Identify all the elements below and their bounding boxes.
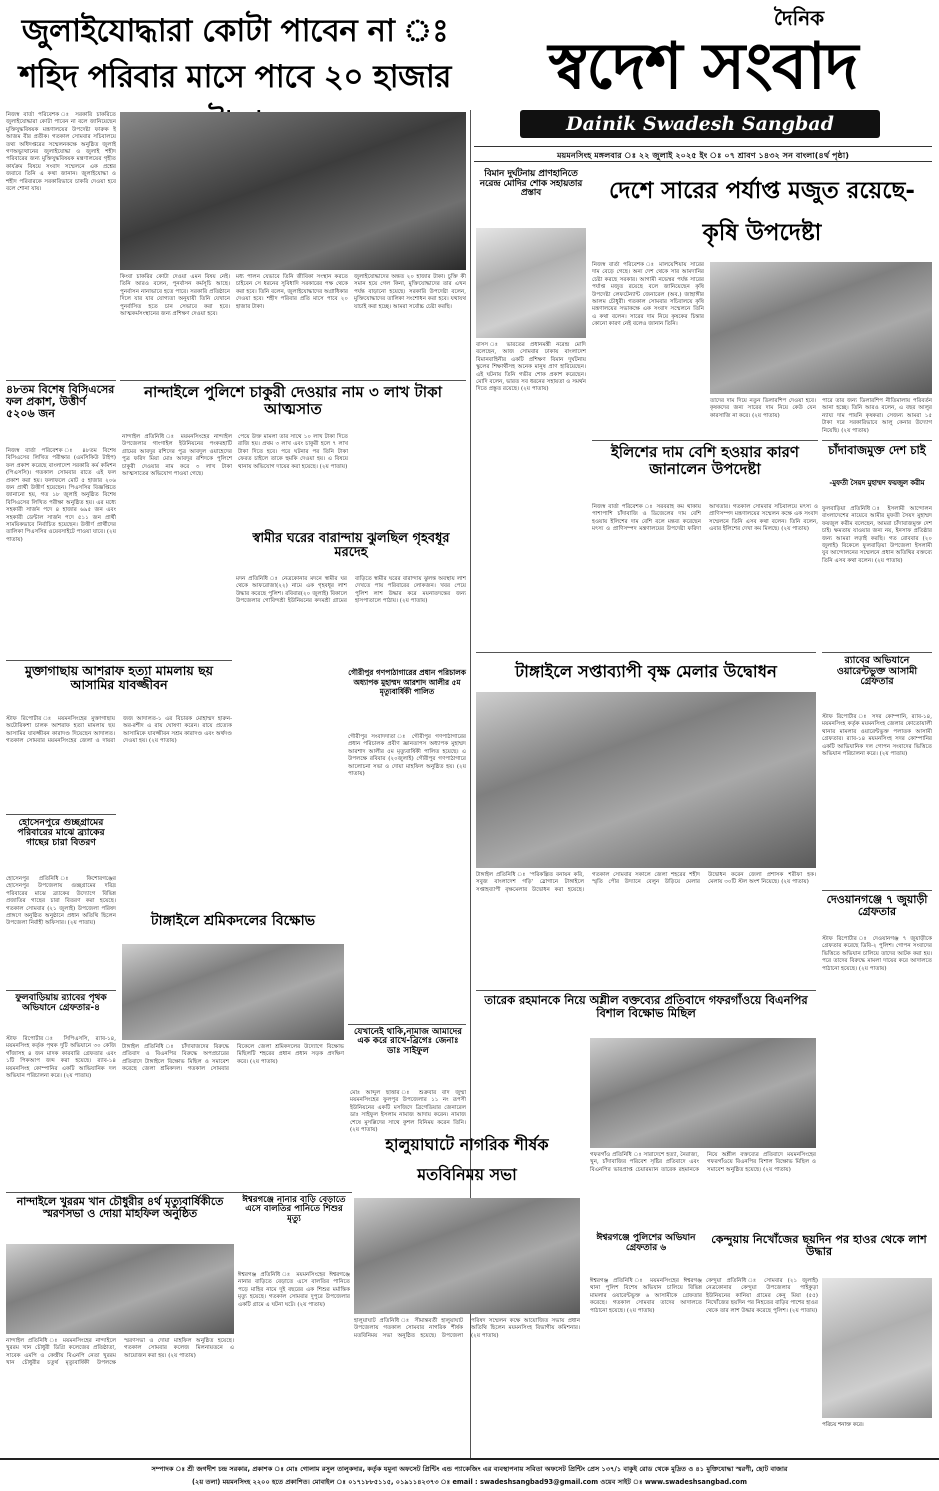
chandabaz-sub: -মুফতী সৈয়দ মুহাম্মদ ফয়জুল করীম [829,479,925,487]
modi-body: বাসস ঃ ভারতের প্রধানমন্ত্রী নরেন্দ্র মোদি বলেছেন, আজ সোমবার ঢাকায় বাংলাদেশ বিমানবাহিনীর একটি প্রশিক্ষণ বিমান দুর্ঘটনায় স্কুলের শিক্ষার্থীসহ অনেক মানুষ প্রাণ হারিয়েছেন। এই ঘটনায় তিনি গভীর শোক প্রকাশ করেছেন। মোদি বলেন, ভারত সব ধরনের সহায়তা ও সমর্থন দিতে প্রস্তুত রয়েছে। (২য় পাতায়) [476,342,586,393]
hossainpur-headline: হোসেনপুরে গুচ্ছগ্রামের পরিবারের মাঝে ব্র্যাকের গাছের চারা বিতরণ [17,817,105,849]
nandail-memorial-photo [6,1244,234,1334]
nandail-police-body-1: নান্দাইল প্রতিনিধি ঃ ময়মনসিংহের নান্দাইল উপজেলার গাংগাইল ইউনিয়নের পংকরহাটি গ্রামের আবদুর রশিদের পুত্র আবদুল ওয়াহেদের পুত্র ফরিদ মিয়া মোঃ আবদুর রশিদকে পুলিশে চাকুরী দেওয়ার নাম করে ৩ লাখ টাকা আত্মসাতের অভিযোগ পাওয়া গেছে। [122,434,232,478]
ishwarganj-police-body: ঈশ্বরগঞ্জ প্রতিনিধি ঃ ময়মনসিংহের ঈশ্বরগঞ্জ থানা পুলিশ বিশেষ অভিযান চালিয়ে বিভিন্ন মামলার ওয়ারেন্টভুক্ত ৬ আসামীকে গ্রেফতার করেছে। গতকাল সোমবার তাদের আদালতে পাঠানো হয়েছে। (২য় পাতায়) [590,1278,702,1314]
haluaghat-headline: হালুয়াঘাটে নাগরিক শীর্ষক মতবিনিময় সভা [385,1135,549,1184]
tree-fair-photo [476,692,816,868]
fertilizer-headline: দেশে সারের পর্যাপ্ত মজুত রয়েছে-কৃষি উপদেষ্টা [609,178,915,246]
nandail-memorial-headline: নান্দাইলে খুররম খান চৌধুরীর ৪র্থ মৃত্যুবার্ষিকীতে স্মরণসভা ও দোয়া মাহফিল অনুষ্ঠিত [16,1195,224,1220]
ishwarganj-child-headline: ঈশ্বরগঞ্জে নানার বাড়ি বেড়াতে এসে বালতির পানিতে শিশুর মৃত্যু [242,1195,346,1224]
dewanganj-body: স্টাফ রিপোর্টার ঃ দেওয়ানগঞ্জ ৭ জুয়াড়ীকে গ্রেফতার করেছে ডিবি-২ পুলিশ। গোপন সংবাদের ভিত্তিতে অভিযান চালিয়ে তাদের আটক করা হয়। পরে তাদের বিরুদ্ধে মামলা দায়ের করে আদালতে পাঠানো হয়েছে। (২য় পাতায়) [822,936,932,972]
chandabaz-headline: চাঁদাবাজমুক্ত দেশ চাই [828,443,926,457]
fulbaria-body: স্টাফ রিপোর্টার ঃ সিপিএসসি, র‌্যাব-১৪, ময়মনসিংহ কর্তৃক পৃথক দুটি অভিযানে ৩০ কেজি গাঁজাসহ ৪ জন মাদক কারবারি গ্রেফতার এবং ১টি পিকআপ জব্দ করা হয়েছে। র‌্যাব-১৪ ময়মনসিংহ কোম্পানির একটি আভিযানিক দল অভিযান পরিচালনা করে। (২য় পাতায়) [6,1036,116,1080]
dewanganj-headline: দেওয়ানগঞ্জে ৭ জুয়াড়ী গ্রেফতার [826,893,928,919]
hilsa-headline: ইলিশের দাম বেশি হওয়ার কারণ জানালেন উপদেষ্টা [611,443,799,478]
rule [6,814,116,815]
bcs-body: নিজস্ব বার্তা পরিবেশক ঃ ৪৮তম বিশেষ বিসিএসের লিখিত পরীক্ষার (এমসিকিউ টাইপ) ফল প্রকাশ করেছে বাংলাদেশ সরকারি কর্ম কমিশন (পিএসসি)। গতকাল সোমবার রাতে এই ফল প্রকাশ করা হয়। ফলাফলে মোট ৫ হাজার ২০৬ জন প্রার্থী উত্তীর্ণ হয়েছেন। পিএসসির বিজ্ঞপ্তিতে জানানো হয়, গত ১৮ জুলাই অনুষ্ঠিত বিশেষ বিসিএসের লিখিত পরীক্ষা অনুষ্ঠিত হয়। এর মধ্যে সহকারী সার্জন পদে ৪ হাজার ৬৯৫ জন এবং সহকারী ডেন্টাল সার্জন পদে ৫১১ জন প্রার্থী সাময়িকভাবে নির্বাচিত হয়েছেন। উত্তীর্ণ প্রার্থীদের তালিকা পিএসসির ওয়েবসাইটে পাওয়া যাবে। (২য় পাতায়) [6,448,116,543]
fertilizer-caption: তাদের দাম দিয়ে নতুন ডিলারশিপ দেওয়া হবে। কৃষকদের জন্য সারের দাম নিয়ে কেউ যেন কারসাজি না করে। (২য় পাতায়) [710,398,816,419]
verandah-headline: স্বামীর ঘরের বারান্দায় ঝুলছিল গৃহবধূর মরদেহ [252,531,450,561]
tarek-headline: তারেক রহমানকে নিয়ে অশ্লীল বক্তব্যের প্রতিবাদে গফরগাঁওয়ে বিএনপির বিশাল বিক্ষোভ মিছিল [484,993,808,1020]
masthead-english: Dainik Swadesh Sangbad [520,110,880,138]
fertilizer-body-2: পারে তার জন্য ডিলারশিপ নীতিমালায় পরিবর্তন আনা হচ্ছে। তিনি আরও বলেন, এ বছর আলুর ন্যায্য দাম পায়নি কৃষকরা। সেজন্য আমরা ১৫ টাকা দরে সরকারিভাবে আলু কেনার উদ্যোগ নিয়েছি। (২য় পাতায়) [822,398,932,434]
muktagacha-headline: মুক্তাগাছায় আশরাফ হত্যা মামলায় ছয় আসামির যাবজ্জীবন [24,663,214,692]
muktagacha-body: স্টাফ রিপোর্টার ঃ ময়মনসিংহের মুক্তাগাছায় অটোরিকশা চালক আশরাফ হত্যা মামলায় ছয় আসামির যাবজ্জীবন কারাদণ্ড দিয়েছেন আদালত। গতকাল সোমবার ময়মনসিংহের জেলা ও দায়রা জজ আদালত-১ এর বিচারক মোহাম্মদ হারুন-অর-রশীদ এ রায় ঘোষণা করেন। রায়ে প্রত্যেক আসামিকে যাবজ্জীবন সশ্রম কারাদণ্ড এবং অর্থদণ্ড দেওয়া হয়। (২য় পাতায়) [6,716,232,745]
footer-line-2: (২য় তলা) ময়মনসিংহ ২২০০ হতে প্রকাশিত। মোবাইল ঃ ০১৭১৮৮৫১১৫, ০১৯১১৪২৩৭৩ ঃ email : swadeshsangbad93@gmail.com ওয়েব সাইট ঃ www.swadeshsangbad.com [192,1478,747,1486]
rule [476,652,816,653]
ishwarganj-police-headline: ঈশ্বরগঞ্জে পুলিশের অভিযান গ্রেফতার ৬ [596,1233,696,1253]
footer-line-1: সম্পাদক ঃ শ্রী জগদীশ চন্দ্র সরকার, প্রকাশক ঃ মোঃ গোলাম রসুল তালুকদার, কর্তৃক যমুনা অফসেট প্রিন্টিং এন্ড প্যাকেজিং এর ব্যবস্থাপনায় সবিতা অফসেট প্রিন্টিং প্রেস ১৩৭/১ বাকুই রোড থেকে মুদ্রিত ও ৪১ মুক্তিযোদ্ধা স্মরণী, ছোট বাজার [151,1465,788,1473]
modi-photo [476,228,586,338]
rule [6,660,232,661]
fulbaria-headline: ফুলবাড়িয়ায় র‌্যাবের পৃথক অভিযানে গ্রেফতার-৪ [15,993,107,1013]
kenduya-headline: কেন্দুয়ায় নিখোঁজের ছয়দিন পর হাওর থেকে লাশ উদ্ধার [711,1233,927,1259]
chandabaz-body: ফুলবাড়িয়া প্রতিনিধি ঃ ইসলামী আন্দোলন বাংলাদেশের নায়েবে আমীর মুফতী সৈয়দ মুহাম্মদ ফয়জুল করীম বলেছেন, আমরা চাঁদাবাজমুক্ত দেশ চাই। ক্ষমতায় যাওয়ার জন্য নয়, ইনসাফ প্রতিষ্ঠার জন্য আমরা লড়াই করছি। গত রোববার (২০ জুলাই) বিকেলে ফুলবাড়িয়া উপজেলা ইসলামী যুব আন্দোলনের সম্মেলনে প্রধান অতিথির বক্তব্যে তিনি এসব কথা বলেন। (২য় পাতায়) [822,506,932,564]
masthead-dateline: ময়মনসিংহ মঙ্গলবার ঃ ২২ জুলাই ২০২৫ ইং ঃ ০৭ শ্রাবণ ১৪৩২ সন বাংলা(৪র্থ পৃষ্ঠা) [474,146,932,162]
nandail-police-headline: নান্দাইলে পুলিশে চাকুরী দেওয়ার নাম ৩ লাখ টাকা আত্মসাত [144,383,442,418]
jekhanei-body: মোঃ আব্দুল ছাত্তার ঃ শুক্রবার বাদ জুম্মা ময়মনসিংহের ফুলপুর উপজেলার ১১ নং রূপসী ইউনিয়নের একটি মসজিদে ব্রিগেডিয়ার জেনারেল ডাঃ সাইফুল ইসলাম নামাজ আদায় করেন। নামাজ শেষে মুসল্লিদের সাথে কুশল বিনিময় করেন তিনি। (২য় পাতায়) [350,1090,466,1134]
lead-body-1: নিজস্ব বার্তা পরিবেশক ঃ সরকারি চাকরিতে জুলাইযোদ্ধারা কোটা পাবেন না বলে জানিয়েছেন মুক্তিযুদ্ধবিষয়ক মন্ত্রণালয়ের উপদেষ্টা ফারুক ই আজম বীর প্রতীক। গতকাল সোমবার সচিবালয়ে তথ্য অধিদপ্তরের সম্মেলনকক্ষে অনুষ্ঠিত জুলাই গণঅভ্যুত্থানের জুলাইযোদ্ধা ও জুলাই শহীদ পরিবারের জন্য মুক্তিযুদ্ধবিষয়ক মন্ত্রণালয়ের গৃহীত কার্যক্রম বিষয়ে সংবাদ সম্মেলনে এক প্রশ্নের জবাবে তিনি এ কথা জানান। জুলাইযোদ্ধা ও শহীদ পরিবারকে সরকারিভাবে চাকরি দেওয়া হবে বলে শোনা যায়। [6,112,116,193]
haluaghat-body: হালুয়াঘাট প্রতিনিধি ঃ সীমান্তবর্তী হালুয়াঘাট উপজেলায় গতকাল সোমবার নাগরিক শীর্ষক মতবিনিময় সভা অনুষ্ঠিত হয়েছে। উপজেলা পরিষদ সম্মেলন কক্ষে আয়োজিত সভায় প্রধান অতিথি ছিলেন ময়মনসিংহ বিভাগীয় কমিশনার। (২য় পাতায়) [354,1318,580,1339]
rule [476,990,816,991]
lead-body-2: কিংবা চাকরির কোটা দেওয়া এমন বিষয় নেই। তিনি আরও বলেন, পুনর্বাসন কর্মসূচি আছে। পুনর্বাসন নানাভাবে হতে পারে। সরকারি প্রতিষ্ঠানে দিলে যার যার যোগ্যতা অনুযায়ী তিনি যেখানে পুনর্বাসিত হতে চান সেভাবে করা হবে। আত্মকর্মসংস্থানের জন্য প্রশিক্ষণ দেওয়া হবে। [120,274,230,318]
ishwarganj-child-body: ঈশ্বরগঞ্জ প্রতিনিধি ঃ ময়মনসিংহের ঈশ্বরগঞ্জে নানার বাড়িতে বেড়াতে এসে বালতির পানিতে পড়ে মাহির নামে দুই বছরের এক শিশুর মর্মান্তিক মৃত্যু হয়েছে। গতকাল সোমবার দুপুরে উপজেলার একটি গ্রামে এ ঘটনা ঘটে। (২য় পাতায়) [238,1272,350,1308]
tree-fair-body: টাঙ্গাইল প্রতিনিধি ঃ 'পরিকল্পিত বনায়ন করি, সবুজ বাংলাদেশ গড়ি' স্লোগানে টাঙ্গাইলে সপ্তাহব্যাপী বৃক্ষমেলার উদ্বোধন করা হয়েছে। গতকাল সোমবার সকালে জেলা শহরের শহীদ স্মৃতি পৌর উদ্যানে বেলুন উড়িয়ে মেলার উদ্বোধন করেন জেলা প্রশাসক শরীফা হক। মেলায় ৩০টি স্টল অংশ নিয়েছে। (২য় পাতায়) [476,872,816,893]
rule [822,890,932,891]
lead-headline: জুলাইযোদ্ধারা কোটা পাবেন না ঃ শহিদ পরিবার মাসে পাবে ২০ হাজার [19,13,451,95]
jekhanei-headline: যেখানেই থাকি,নামাজ আমাদের এক করে রাখে-ব্রিগেঃ জেনাঃ ডাঃ সাইফুল [354,1027,462,1056]
rule [6,380,116,381]
nandail-memorial-body: নান্দাইল প্রতিনিধি ঃ ময়মনসিংহের নান্দাইলে খুররম খান চৌধুরী ডিগ্রি কলেজের প্রতিষ্ঠাতা, সাবেক এমপি ও কেন্দ্রীয় বিএনপি নেতা খুররম খান চৌধুরীর চতুর্থ মৃত্যুবার্ষিকী উপলক্ষে স্মরণসভা ও দোয়া মাহফিল অনুষ্ঠিত হয়েছে। গতকাল সোমবার কলেজ মিলনায়তনে এ আয়োজন করা হয়। (২য় পাতায়) [6,1338,234,1367]
kenduya-body: কেন্দুয়া প্রতিনিধি ঃ সোমবার (২১ জুলাই) নেত্রকোনার কেন্দুয়া উপজেলার পাইকুড়া ইউনিয়নের কানিয়া গ্রামের কেনু মিয়া (৫৫) নিখোঁজের ছয়দিন পর নিহতের বাড়ির পাশের হাওর থেকে তার লাশ উদ্ধার করেছে পুলিশ। (২য় পাতায়) [706,1278,818,1314]
masthead-daily: দৈনিক [773,6,825,30]
gouripur-lib-headline: গৌরীপুর গণপাঠাগারের প্রধান পরিচালক অধ্যাপক মুহাম্মদ আরশাদ আলীর ৫ম মৃত্যুবার্ষিকী পালিত [348,668,466,697]
tarek-photo [590,1038,816,1148]
fertilizer-photo [710,262,932,394]
rule [120,380,466,381]
modi-headline: বিমান দুর্ঘটনায় প্রাণহানিতে নরেন্দ্র মোদির শোক সহায়তার প্রস্তাব [479,169,583,199]
masthead-name: স্বদেশ সংবাদ [548,30,858,104]
rab-warrant-body: স্টাফ রিপোর্টার ঃ সদর কোম্পানি, র‌্যাব-১৪, ময়মনসিংহ কর্তৃক ময়মনসিংহ জেলার কোতোয়ালী থানার মামলার ওয়ারেন্টভুক্ত পলাতক আসামী গ্রেফতার। র‌্যাব-১৪ ময়মনসিংহ সদর কোম্পানির একটি আভিযানিক দল গোপন সংবাদের ভিত্তিতে অভিযান পরিচালনা করে। (২য় পাতায়) [822,714,932,758]
verandah-body: মদন প্রতিনিধি ঃ নেত্রকোনার মদনে স্বামীর ঘর থেকে আফরোজা(২২) নামে এক গৃহবধূর লাশ উদ্ধার করেছে পুলিশ। রবিবার(২০ জুলাই) বিকালে উপজেলার গোবিন্দশ্রী ইউনিয়নের কদমশ্রী গ্রামের বাড়িতে স্বামীর ঘরের বারান্দায় ঝুলন্ত অবস্থায় লাশ দেখতে পায় পরিবারের লোকজন। খবর পেয়ে পুলিশ লাশ উদ্ধার করে ময়নাতদন্তের জন্য হাসপাতালে পাঠায়। (২য় পাতায়) [236,576,466,605]
rule [592,440,818,441]
bcs-headline: ৪৮তম বিশেষ বিসিএসের ফল প্রকাশ, উত্তীর্ণ ৫২০৬ জন [6,383,115,421]
tarek-body: গফরগাঁও প্রতিনিধি ঃ সারাদেশে হত্যা, নৈরাজ্য, খুন, চাঁদাবাজির পরিবেশ সৃষ্টির প্রতিবাদে এবং বিএনপির ভারপ্রাপ্ত চেয়ারম্যান তারেক রহমানকে নিয়ে অশ্লীল বক্তব্যের প্রতিবাদে ময়মনসিংহের গফরগাঁওয়ে বিএনপির বিশাল বিক্ষোভ মিছিল ও সমাবেশ অনুষ্ঠিত হয়েছে। (২য় পাতায়) [590,1152,816,1173]
tangail-labor-headline: টাঙ্গাইলে শ্রমিকদলের বিক্ষোভ [150,913,316,929]
kenduya-caption: পরিচয় শনাক্ত করে। [822,1422,864,1428]
masthead [474,6,932,164]
tree-fair-headline: টাঙ্গাইলে সপ্তাব্যাপী বৃক্ষ মেলার উদ্বোধন [515,662,777,681]
hilsa-body: নিজস্ব বার্তা পরিবেশক ঃ সরবরাহ কম থাকায় পাশাপাশি চাঁদাবাজি ও ডিজেলের দাম বেশি হওয়ায় ইলিশের দাম বেশি বলে মন্তব্য করেছেন মৎস্য ও প্রাণিসম্পদ মন্ত্রণালয়ের উপদেষ্টা ফরিদা আখতার। গতকাল সোমবার সচিবালয়ে মৎস্য ও প্রাণিসম্পদ মন্ত্রণালয়ের সম্মেলন কক্ষে এক সংবাদ সম্মেলনে তিনি এসব কথা বলেন। তিনি বলেন, এবার ইলিশের দেখা কম মিলছে। (২য় পাতায়) [592,504,818,533]
gouripur-lib-body: গৌরীপুর সংবাদদাতা ঃ গৌরীপুর গণপাঠাগারের প্রধান পরিচালক প্রবীণ জ্ঞানতাপস অধ্যাপক মুহাম্মদ আরশাদ আলীর ৫ম মৃত্যুবার্ষিকী পালিত হয়েছে। এ উপলক্ষে রবিবার (২০জুলাই) গৌরীপুর গণপাঠাগারে আলোচনা সভা ও দোয়া মাহফিল অনুষ্ঠিত হয়। (২য় পাতায়) [348,734,466,778]
lead-body-3: মধ্য পালন যেভাবে তিনি জীবিকা সংস্থান করতে চাইবেন সে ধরনের সুবিধাদি সরকারের পক্ষ থেকে করা হবে। তিনি বলেন, জুলাইযোদ্ধাদের অগ্রাধিকার দেওয়া হবে। শহীদ পরিবার প্রতি মাসে পাবে ২০ হাজার টাকা। [236,274,348,310]
lead-photo [120,112,466,270]
rule [6,990,116,991]
haluaghat-photo [354,1198,580,1314]
rule [822,652,932,653]
hossainpur-body: হোসেনপুর প্রতিনিধি ঃ কিশোরগঞ্জের হোসেনপুর উপজেলায় গুচ্ছগ্রামের দরিদ্র পরিবারের মাঝে ব্র্যাকের উদ্যোগে বিভিন্ন প্রজাতির গাছের চারা বিতরণ করা হয়েছে। গতকাল সোমবার (২১ জুলাই) উপজেলা পরিষদ প্রাঙ্গণে অনুষ্ঠিত অনুষ্ঠানে প্রধান অতিথি ছিলেন উপজেলা নির্বাহী অফিসার। (২য় পাতায়) [6,876,116,927]
fertilizer-body: নিজস্ব বার্তা পরিবেশক ঃ মালয়েশিয়ায় সারের দাম বেড়ে গেছে। অন্য দেশ থেকে সার আমদানির চেষ্টা করছে সরকার। আগামী নভেম্বর পর্যন্ত সারের পর্যাপ্ত মজুত রয়েছে বলে জানিয়েছেন কৃষি উপদেষ্টা লেফটেন্যান্ট জেনারেল (অব.) জাহাঙ্গীর আলম চৌধুরী। গতকাল সোমবার সচিবালয়ে কৃষি মন্ত্রণালয়ের সভাকক্ষে এক সংবাদ সম্মেলনে তিনি এ কথা বলেন। সারের দাম নিয়ে কৃষকের চিন্তার কোনো কারণ নেই বলেও জানান তিনি। [592,262,704,328]
footer [0,1458,939,1491]
rule [822,440,932,441]
rab-warrant-headline: র‌্যাবের অভিযানে ওয়ারেন্টভুক্ত আসামী গ্রেফতার [836,655,918,688]
nandail-police-body-2: পেয়ে উক্ত মামলা তার সাথে ১০ লাখ টাকা দিতে রাজি হয়। প্রথম ৩ লাখ এবং চাকুরী হলে ৭ লাখ টাকা দিতে হবে। পরে ঘটনার পর তিনি টাকা ফেরত চাইলে তাকে হুমকি দেওয়া হয়। এ বিষয়ে থানায় অভিযোগ দায়ের করা হয়েছে। (২য় পাতায়) [238,434,348,470]
rule [6,1192,352,1193]
kenduya-photo [822,1278,932,1418]
tangail-labor-photo [122,944,344,1040]
rule [348,1024,466,1025]
lead-body-4: জুলাইযোদ্ধাদের অন্তত ২০ হাজার টাকা। চুক্তি কী সমান হয়ে গেল কিনা, মুক্তিযোদ্ধাদের তার এখন পর্যন্ত বাড়ানো হয়েছে। সরকারি উপদেষ্টা বলেন, মুক্তিযোদ্ধাদের তালিকা সংশোধন করা হবে। যথাযথ যাচাই করা হচ্ছে। আমরা সর্বোচ্চ চেষ্টা করছি। [354,274,466,310]
tangail-labor-body: টাঙ্গাইল প্রতিনিধি ঃ চাঁদাবাজদের বিরুদ্ধে প্রতিবাদ ও বিএনপির বিরুদ্ধে অপপ্রচারের প্রতিবাদে টাঙ্গাইলে বিক্ষোভ মিছিল ও সমাবেশ করেছে জেলা শ্রমিকদল। গতকাল সোমবার বিকেলে জেলা শ্রমিকদলের উদ্যোগে বিক্ষোভ মিছিলটি শহরের প্রধান প্রধান সড়ক প্রদক্ষিণ করে। (২য় পাতায়) [122,1044,344,1073]
